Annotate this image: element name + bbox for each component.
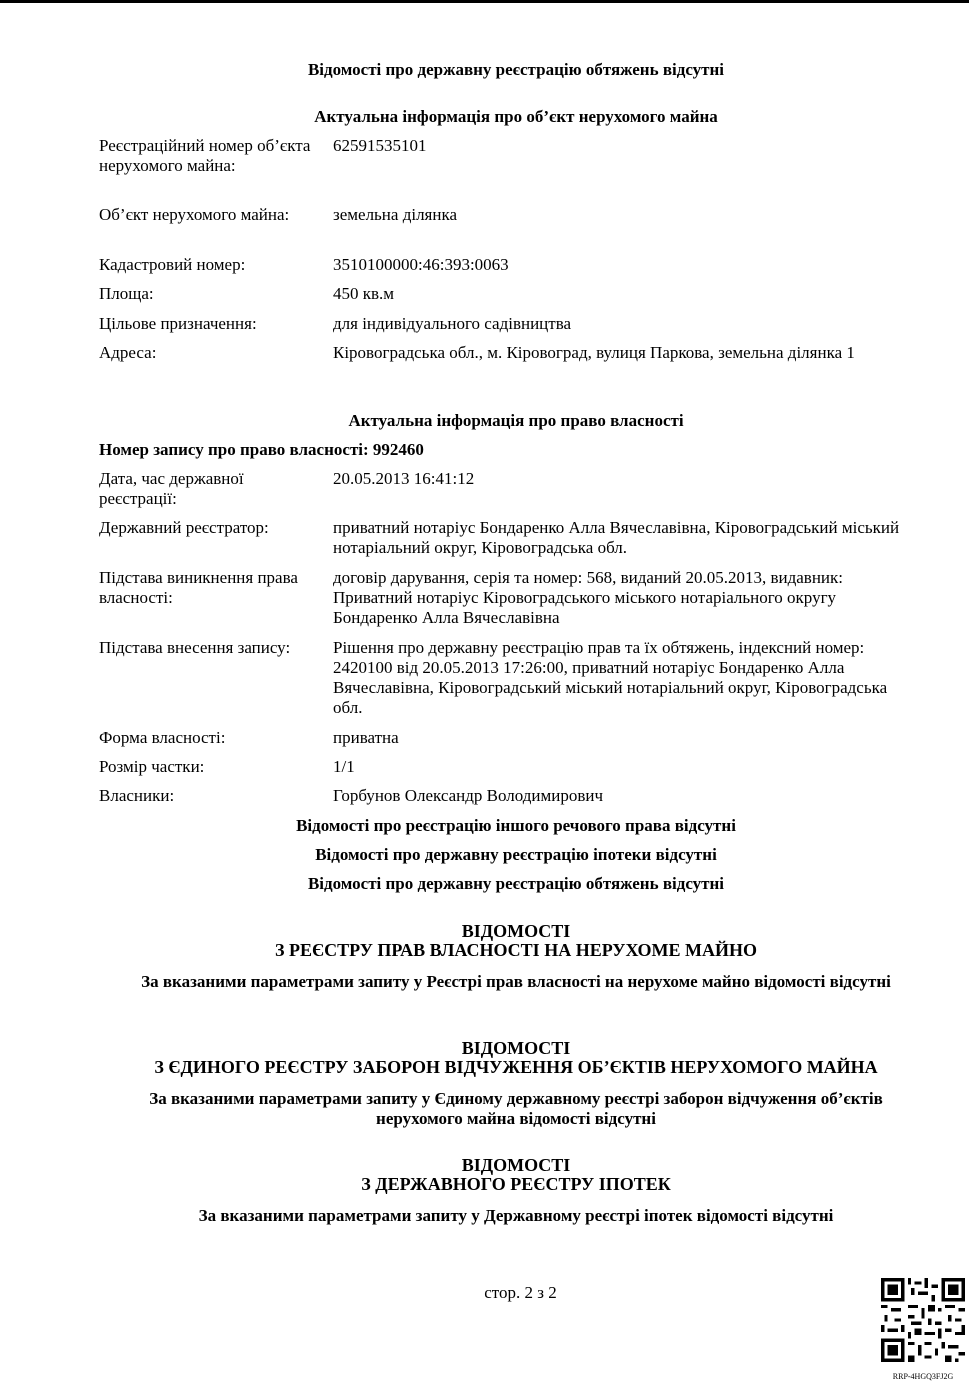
row-label: Підстава виникнення права власності: — [99, 568, 298, 607]
row-value: 62591535101 — [333, 136, 427, 155]
other-right-absent-note: Відомості про реєстрацію іншого речового права відсутні — [296, 816, 736, 835]
row-value: 3510100000:46:393:0063 — [333, 255, 509, 274]
row-value: 1/1 — [333, 757, 355, 776]
row-label: Адреса: — [99, 343, 157, 362]
row-value: договір дарування, серія та номер: 568, виданий 20.05.2013, видавник: Приватний нотаріус Кіровоградського міського нотаріального округу Бондаренко Алла Вячеславівна — [333, 568, 843, 627]
register-2-text: За вказаними параметрами запиту у Єдиному державному реєстрі заборон відчуження об’єктів нерухомого майна відомості відсутні — [149, 1089, 883, 1128]
object-row-type — [99, 205, 939, 245]
encumbrance-absent-note: Відомості про державну реєстрацію обтяжень відсутні — [307, 874, 725, 893]
row-value: Рішення про державну реєстрацію прав та їх обтяжень, індексний номер: 2420100 від 20.05.2013 17:26:00, приватний нотаріус Бондаренко Алла Вячеславівна, Кіровоградський міський нотаріальний округ, Кіровоградська обл. — [333, 638, 888, 717]
row-label: Реєстраційний номер об’єкта нерухомого майна: — [99, 136, 311, 175]
qr-code-icon — [881, 1278, 965, 1362]
row-label: Підстава внесення запису: — [99, 638, 291, 657]
row-label: Цільове призначення: — [99, 314, 257, 333]
register-2-heading-line1: ВІДОМОСТІ — [461, 1038, 571, 1058]
register-1-text: За вказаними параметрами запиту у Реєстрі прав власності на нерухоме майно відомості відсутні — [141, 972, 891, 991]
row-value: 450 кв.м — [333, 284, 395, 303]
mortgage-absent-note: Відомості про державну реєстрацію іпотеки відсутні — [315, 845, 717, 864]
row-value: для індивідуального садівництва — [333, 314, 572, 333]
row-value: Кіровоградська обл., м. Кіровоград, вулиця Паркова, земельна ділянка 1 — [333, 343, 855, 362]
row-label: Форма власності: — [99, 728, 226, 747]
object-section-title: Актуальна інформація про об’єкт нерухомого майна — [314, 107, 718, 126]
row-label: Державний реєстратор: — [99, 518, 269, 537]
object-row-reg-number — [99, 136, 939, 196]
row-value: земельна ділянка — [333, 205, 458, 224]
row-label: Розмір частки: — [99, 757, 205, 776]
row-label: Об’єкт нерухомого майна: — [99, 205, 290, 224]
row-value: приватна — [333, 728, 399, 747]
register-3-text: За вказаними параметрами запиту у Державному реєстрі іпотек відомості відсутні — [198, 1206, 834, 1225]
row-value: Горбунов Олександр Володимирович — [333, 786, 604, 805]
row-value: приватний нотаріус Бондаренко Алла Вячеславівна, Кіровоградський міський нотаріальний округ, Кіровоградська обл. — [333, 518, 900, 557]
row-value: 20.05.2013 16:41:12 — [333, 469, 475, 488]
encumbrances-absent-heading: Відомості про державну реєстрацію обтяжень відсутні — [307, 60, 725, 79]
row-label: Дата, час державної реєстрації: — [99, 469, 244, 508]
ownership-section-title: Актуальна інформація про право власності — [348, 411, 684, 430]
register-3-heading-line2: З ДЕРЖАВНОГО РЕЄСТРУ ІПОТЕК — [361, 1174, 671, 1194]
row-label: Кадастровий номер: — [99, 255, 246, 274]
page-number: стор. 2 з 2 — [484, 1283, 557, 1302]
row-label: Власники: — [99, 786, 175, 805]
ownership-record-number: Номер запису про право власності: 992460 — [99, 440, 424, 459]
register-1-heading-line1: ВІДОМОСТІ — [461, 921, 571, 941]
top-border-line — [0, 0, 969, 3]
row-label: Площа: — [99, 284, 154, 303]
register-3-heading-line1: ВІДОМОСТІ — [461, 1155, 571, 1175]
register-2-heading-line2: З ЄДИНОГО РЕЄСТРУ ЗАБОРОН ВІДЧУЖЕННЯ ОБ’ЄКТІВ НЕРУХОМОГО МАЙНА — [154, 1057, 878, 1077]
register-1-heading-line2: З РЕЄСТРУ ПРАВ ВЛАСНОСТІ НА НЕРУХОМЕ МАЙНО — [274, 940, 758, 960]
qr-code-label: RRP-4HGQ3FJ2G — [892, 1372, 954, 1381]
